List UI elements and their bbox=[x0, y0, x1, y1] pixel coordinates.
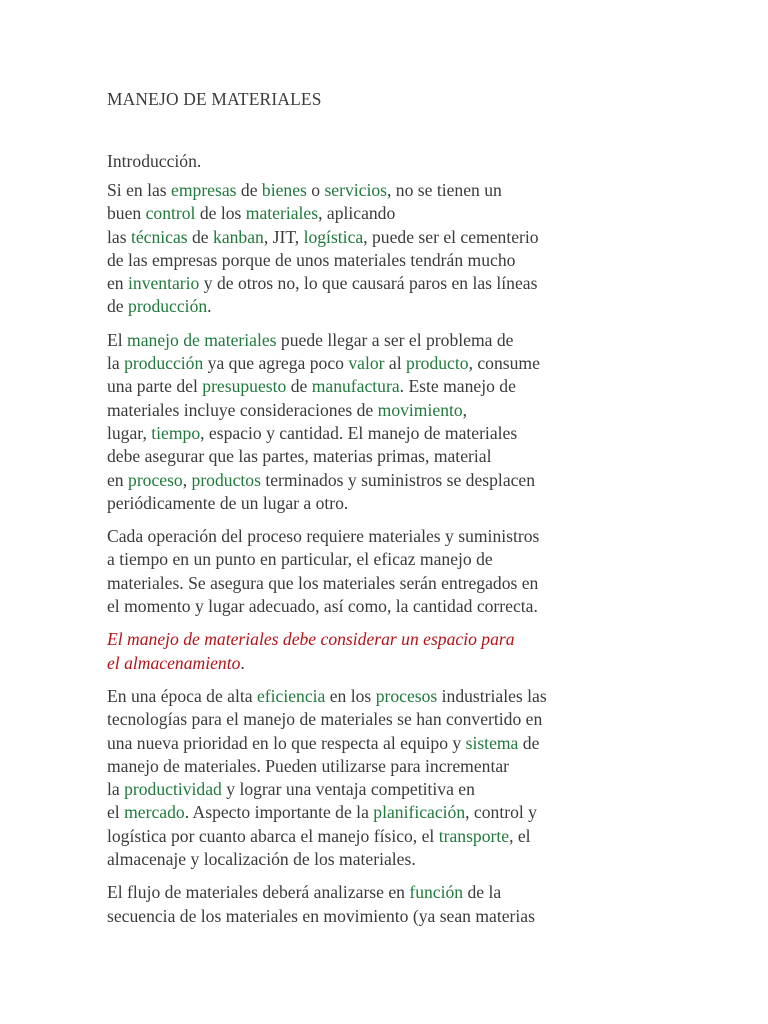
text-segment: Si en las bbox=[107, 180, 172, 200]
text-segment: tecnologías para el manejo de materiales se han convertido en bbox=[107, 709, 543, 730]
text-segment: debe asegurar que las partes, materias primas, material bbox=[107, 446, 492, 467]
text-segment: de la bbox=[463, 882, 502, 903]
text-segment: o bbox=[306, 180, 325, 200]
text-segment: , espacio y cantidad. El manejo de materiales bbox=[200, 422, 518, 443]
highlighted-text: El manejo de materiales debe considerar un espacio para bbox=[107, 629, 515, 650]
text-line bbox=[107, 202, 667, 225]
text-segment: , el bbox=[509, 825, 531, 846]
text-segment: una nueva prioridad en lo que respecta al equipo y bbox=[107, 732, 466, 753]
text-segment: el bbox=[107, 802, 125, 823]
term-link[interactable]: productos bbox=[191, 469, 261, 490]
term-link[interactable]: mercado bbox=[124, 802, 185, 823]
term-link[interactable]: empresas bbox=[171, 180, 237, 200]
text-line bbox=[107, 825, 667, 848]
text-segment: de los bbox=[195, 203, 246, 224]
text-line bbox=[107, 755, 667, 778]
document-title: MANEJO DE MATERIALES bbox=[107, 89, 322, 109]
text-segment: de bbox=[187, 226, 214, 247]
text-line bbox=[107, 179, 667, 202]
text-line bbox=[107, 905, 667, 928]
paragraph bbox=[107, 179, 667, 319]
text-line bbox=[107, 548, 667, 571]
text-segment: la bbox=[107, 779, 125, 800]
text-segment: de bbox=[107, 296, 129, 317]
text-line bbox=[107, 881, 667, 904]
term-link[interactable]: producción bbox=[128, 296, 208, 317]
text-segment: materiales incluye consideraciones de bbox=[107, 399, 378, 420]
term-link[interactable]: manejo de materiales bbox=[127, 329, 277, 350]
text-line bbox=[107, 628, 667, 651]
section-heading: Introducción. bbox=[107, 151, 202, 171]
text-line bbox=[107, 525, 667, 548]
term-link[interactable]: inventario bbox=[128, 273, 200, 294]
text-line bbox=[107, 226, 667, 249]
term-link[interactable]: producción bbox=[124, 353, 204, 374]
text-segment: una parte del bbox=[107, 376, 203, 397]
text-segment: a tiempo en un punto en particular, el eficaz manejo de bbox=[107, 549, 493, 570]
text-segment: , no se tienen un bbox=[387, 180, 502, 200]
term-link[interactable]: sistema bbox=[465, 732, 519, 753]
text-line bbox=[107, 469, 667, 492]
text-line bbox=[107, 801, 667, 824]
text-segment: las bbox=[107, 226, 131, 247]
term-link[interactable]: valor bbox=[348, 353, 385, 374]
text-segment: al bbox=[384, 353, 407, 374]
text-line bbox=[107, 708, 667, 731]
text-line bbox=[107, 595, 667, 618]
text-segment: y lograr una ventaja competitiva en bbox=[221, 779, 475, 800]
text-segment: Cada operación del proceso requiere materiales y suministros bbox=[107, 526, 540, 547]
term-link[interactable]: eficiencia bbox=[256, 685, 326, 706]
text-segment: almacenaje y localización de los materiales. bbox=[107, 849, 416, 870]
text-segment: el momento y lugar adecuado, así como, la cantidad correcta. bbox=[107, 596, 538, 617]
term-link[interactable]: kanban bbox=[213, 226, 264, 247]
text-segment: de bbox=[518, 732, 540, 753]
term-link[interactable]: productividad bbox=[124, 779, 222, 800]
text-line bbox=[107, 732, 667, 755]
paragraph bbox=[107, 881, 667, 928]
text-segment: , aplicando bbox=[318, 203, 396, 224]
text-segment: la bbox=[107, 353, 125, 374]
text-segment: , JIT, bbox=[263, 226, 304, 247]
term-link[interactable]: movimiento bbox=[377, 399, 463, 420]
text-segment: , bbox=[462, 399, 468, 420]
text-line bbox=[107, 445, 667, 468]
text-segment: de las empresas porque de unos materiales tendrán mucho bbox=[107, 249, 516, 270]
term-link[interactable]: manufactura bbox=[311, 376, 400, 397]
term-link[interactable]: tiempo bbox=[151, 422, 201, 443]
term-link[interactable]: función bbox=[409, 882, 464, 903]
text-segment: En una época de alta bbox=[107, 685, 257, 706]
text-segment: en bbox=[107, 273, 129, 294]
text-line bbox=[107, 422, 667, 445]
paragraph bbox=[107, 329, 667, 515]
text-segment: materiales. Se asegura que los materiales serán entregados en bbox=[107, 572, 539, 593]
paragraph bbox=[107, 628, 667, 675]
term-link[interactable]: logística bbox=[303, 226, 364, 247]
highlighted-text: el almacenamiento bbox=[107, 652, 241, 673]
term-link[interactable]: técnicas bbox=[130, 226, 188, 247]
term-link[interactable]: planificación bbox=[373, 802, 466, 823]
text-segment: puede llegar a ser el problema de bbox=[276, 329, 514, 350]
text-segment: periódicamente de un lugar a otro. bbox=[107, 492, 349, 513]
term-link[interactable]: materiales bbox=[245, 203, 319, 224]
text-segment: terminados y suministros se desplacen bbox=[260, 469, 536, 490]
document-body bbox=[107, 179, 667, 928]
text-line bbox=[107, 652, 667, 675]
text-segment: y de otros no, lo que causará paros en las líneas bbox=[199, 273, 538, 294]
term-link[interactable]: producto bbox=[406, 353, 469, 374]
text-segment: manejo de materiales. Pueden utilizarse para incrementar bbox=[107, 755, 510, 776]
text-segment: de bbox=[286, 376, 312, 397]
text-line bbox=[107, 572, 667, 595]
document-page bbox=[107, 88, 667, 938]
text-line bbox=[107, 399, 667, 422]
text-segment: secuencia de los materiales en movimiento (ya sean materias bbox=[107, 905, 535, 926]
term-link[interactable]: presupuesto bbox=[202, 376, 287, 397]
text-line bbox=[107, 249, 667, 272]
text-line bbox=[107, 375, 667, 398]
text-line bbox=[107, 272, 667, 295]
text-segment: de bbox=[236, 180, 262, 200]
text-segment: , control y bbox=[465, 802, 537, 823]
term-link[interactable]: procesos bbox=[375, 685, 438, 706]
text-line bbox=[107, 352, 667, 375]
text-line bbox=[107, 848, 667, 871]
term-link[interactable]: servicios bbox=[324, 180, 387, 200]
text-segment: , consume bbox=[468, 353, 540, 374]
text-segment: lugar, bbox=[107, 422, 152, 443]
text-segment: industriales las bbox=[437, 685, 547, 706]
text-segment: buen bbox=[107, 203, 146, 224]
term-link[interactable]: transporte bbox=[438, 825, 510, 846]
text-segment: ya que agrega poco bbox=[203, 353, 349, 374]
text-segment: El flujo de materiales deberá analizarse en bbox=[107, 882, 410, 903]
text-line bbox=[107, 685, 667, 708]
text-line bbox=[107, 492, 667, 515]
text-segment: , puede ser el cementerio bbox=[363, 226, 539, 247]
text-segment: . bbox=[240, 652, 245, 673]
text-segment: en bbox=[107, 469, 129, 490]
text-segment: . bbox=[207, 296, 212, 317]
text-segment: logística por cuanto abarca el manejo físico, el bbox=[107, 825, 439, 846]
text-segment: . Aspecto importante de la bbox=[184, 802, 374, 823]
paragraph bbox=[107, 525, 667, 618]
term-link[interactable]: control bbox=[145, 203, 196, 224]
text-segment: en los bbox=[325, 685, 376, 706]
term-link[interactable]: proceso bbox=[128, 469, 183, 490]
paragraph bbox=[107, 685, 667, 871]
text-segment: , bbox=[182, 469, 192, 490]
text-line bbox=[107, 778, 667, 801]
text-segment: El bbox=[107, 329, 128, 350]
text-segment: . Este manejo de bbox=[399, 376, 516, 397]
text-line bbox=[107, 295, 667, 318]
term-link[interactable]: bienes bbox=[261, 180, 307, 200]
text-line bbox=[107, 329, 667, 352]
